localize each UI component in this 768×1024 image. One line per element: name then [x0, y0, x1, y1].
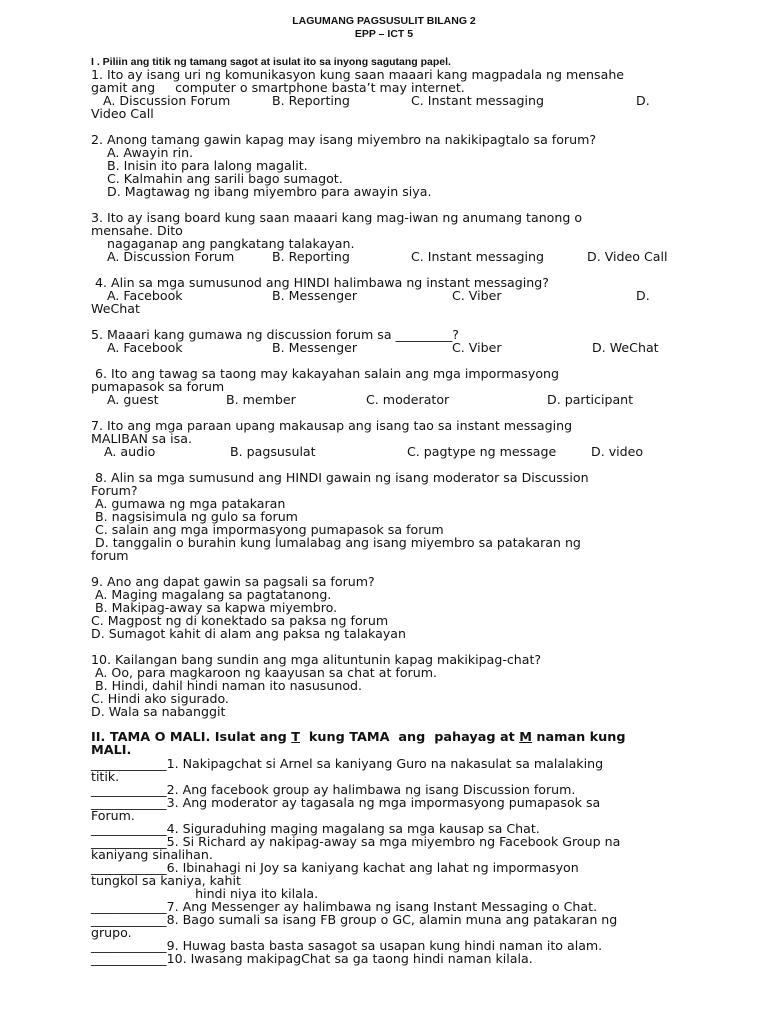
- part2-heading-m: M: [519, 730, 532, 745]
- q5-option-b: B. Messenger: [272, 340, 358, 355]
- q9-text-line1: 9. Ano ang dapat gawin sa pagsali sa forum?: [91, 574, 375, 589]
- q1-text-line1: 1. Ito ay isang uri ng komunikasyon kung saan maaari kang magpadala ng mensahe: [91, 67, 625, 82]
- tf-item-3: ____________3. Ang moderator ay tagasala ng mga impormasyong pumapasok sa: [91, 795, 601, 810]
- tf-item-5: ____________5. Si Richard ay nakipag-away sa mga miyembro ng Facebook Group na: [91, 834, 621, 849]
- tf-item-6: ____________6. Ibinahagi ni Joy sa kaniyang kachat ang lahat ng impormasyon: [91, 860, 579, 875]
- tf-item-8-cont: grupo.: [91, 925, 132, 940]
- q5-option-a: A. Facebook: [107, 340, 183, 355]
- tf-item-6-cont2: hindi niya ito kilala.: [91, 886, 319, 901]
- q5-options: [91, 341, 691, 354]
- q1-options: [91, 94, 691, 107]
- tf-item-6-cont: tungkol sa kaniya, kahit: [91, 873, 241, 888]
- q1-option-a: A. Discussion Forum: [103, 93, 231, 108]
- q4-option-d-cont: WeChat: [91, 301, 140, 316]
- tf-item-1-cont: titik.: [91, 769, 120, 784]
- q5-option-d: D. WeChat: [592, 340, 659, 355]
- q3-option-c: C. Instant messaging: [411, 249, 544, 264]
- q2-text-line1: 2. Anong tamang gawin kapag may isang miyembro na nakikipagtalo sa forum?: [91, 132, 597, 147]
- q5-option-c: C. Viber: [452, 340, 502, 355]
- q1-option-d-cont: Video Call: [91, 106, 154, 121]
- q6-options: [91, 393, 691, 406]
- q9-option-c: C. Magpost ng di konektado sa paksa ng forum: [91, 613, 389, 628]
- tf-item-2: ____________2. Ang facebook group ay halimbawa ng isang Discussion forum.: [91, 782, 576, 797]
- q7-option-c: C. pagtype ng message: [407, 444, 557, 459]
- q9-option-a: A. Maging magalang sa pagtatanong.: [91, 587, 332, 602]
- q3-text-line2: mensahe. Dito: [91, 223, 183, 238]
- tf-item-3-cont: Forum.: [91, 808, 135, 823]
- q9-option-d: D. Sumagot kahit di alam ang paksa ng talakayan: [91, 626, 406, 641]
- q7-option-a: A. audio: [104, 444, 156, 459]
- q6-option-c: C. moderator: [366, 392, 450, 407]
- q8-option-c: C. salain ang mga impormasyong pumapasok sa forum: [91, 522, 444, 537]
- part1-instruction: I . Piliin ang titik ng tamang sagot at isulat ito sa inyong sagutang papel.: [91, 56, 451, 68]
- q10-option-c: C. Hindi ako sigurado.: [91, 691, 229, 706]
- q2-option-d: D. Magtawag ng ibang miyembro para awayin siya.: [107, 184, 432, 199]
- part2-heading-pre: II. TAMA O MALI. Isulat ang: [91, 730, 292, 745]
- q6-text-line1: 6. Ito ang tawag sa taong may kakayahan salain ang mga impormasyong: [91, 366, 560, 381]
- q3-text-line3: nagaganap ang pangkatang talakayan.: [107, 236, 355, 251]
- q8-text-line2: Forum?: [91, 483, 138, 498]
- part2-heading-mid: kung TAMA ang pahayag at: [299, 730, 520, 745]
- tf-item-7: ____________7. Ang Messenger ay halimbawa ng isang Instant Messaging o Chat.: [91, 899, 598, 914]
- q6-text-line2: pumapasok sa forum: [91, 379, 225, 394]
- q10-option-d: D. Wala sa nabanggit: [91, 704, 226, 719]
- q1-option-c: C. Instant messaging: [411, 93, 544, 108]
- q6-option-a: A. guest: [107, 392, 159, 407]
- q4-option-d: D.: [636, 288, 650, 303]
- q8-option-b: B. nagsisimula ng gulo sa forum: [91, 509, 298, 524]
- q2-option-c: C. Kalmahin ang sarili bago sumagot.: [107, 171, 343, 186]
- tf-item-4: ____________4. Siguraduhing maging magalang sa mga kausap sa Chat.: [91, 821, 540, 836]
- q10-text-line1: 10. Kailangan bang sundin ang mga alituntunin kapag makikipag-chat?: [91, 652, 542, 667]
- tf-item-1: ____________1. Nakipagchat si Arnel sa kaniyang Guro na nakasulat sa malalaking: [91, 756, 604, 771]
- q3-option-b: B. Reporting: [272, 249, 350, 264]
- q10-option-a: A. Oo, para magkaroon ng kaayusan sa chat at forum.: [91, 665, 437, 680]
- part2-heading-line2: MALI.: [91, 743, 132, 758]
- q1-option-d: D.: [636, 93, 650, 108]
- tf-item-9: ____________9. Huwag basta basta sasagot sa usapan kung hindi naman ito alam.: [91, 938, 603, 953]
- q4-option-c: C. Viber: [452, 288, 502, 303]
- part2-heading-line1: [91, 731, 626, 744]
- q8-text-line1: 8. Alin sa mga sumusund ang HINDI gawain ng isang moderator sa Discussion: [91, 470, 589, 485]
- q5-text-line1: 5. Maaari kang gumawa ng discussion forum sa _________?: [91, 327, 459, 342]
- q3-option-a: A. Discussion Forum: [107, 249, 235, 264]
- q3-text-line1: 3. Ito ay isang board kung saan maaari kang mag-iwan ng anumang tanong o: [91, 210, 583, 225]
- q4-option-a: A. Facebook: [107, 288, 183, 303]
- part2-heading-post: naman kung: [531, 730, 626, 745]
- tf-item-10: ____________10. Iwasang makipagChat sa ga taong hindi naman kilala.: [91, 951, 533, 966]
- part2-heading-t: T: [291, 730, 300, 745]
- q7-text-line1: 7. Ito ang mga paraan upang makausap ang isang tao sa instant messaging: [91, 418, 573, 433]
- exam-subject: EPP – ICT 5: [354, 28, 414, 40]
- q3-option-d: D. Video Call: [587, 249, 668, 264]
- q1-option-b: B. Reporting: [272, 93, 350, 108]
- q4-text-line1: 4. Alin sa mga sumusunod ang HINDI halimbawa ng instant messaging?: [91, 275, 549, 290]
- exam-title: LAGUMANG PAGSUSULIT BILANG 2: [292, 15, 476, 27]
- q7-text-line2: MALIBAN sa isa.: [91, 431, 192, 446]
- q4-options: [91, 289, 691, 302]
- q4-option-b: B. Messenger: [272, 288, 358, 303]
- q7-option-b: B. pagsusulat: [230, 444, 316, 459]
- q6-option-b: B. member: [226, 392, 296, 407]
- tf-item-5-cont: kaniyang sinalihan.: [91, 847, 213, 862]
- q2-option-a: A. Awayin rin.: [107, 145, 194, 160]
- q6-option-d: D. participant: [547, 392, 634, 407]
- q8-option-a: A. gumawa ng mga patakaran: [91, 496, 286, 511]
- q7-option-d: D. video: [591, 444, 644, 459]
- q2-option-b: B. Inisin ito para lalong magalit.: [107, 158, 308, 173]
- q8-option-d-cont: forum: [91, 548, 129, 563]
- q7-options: [91, 445, 691, 458]
- q1-text-line2: gamit ang computer o smartphone basta’t may internet.: [91, 80, 465, 95]
- tf-item-8: ____________8. Bago sumali sa isang FB group o GC, alamin muna ang patakaran ng: [91, 912, 618, 927]
- q3-options: [91, 250, 691, 263]
- q8-option-d: D. tanggalin o burahin kung lumalabag ang isang miyembro sa patakaran ng: [91, 535, 581, 550]
- q9-option-b: B. Makipag-away sa kapwa miyembro.: [91, 600, 338, 615]
- q10-option-b: B. Hindi, dahil hindi naman ito nasusunod.: [91, 678, 363, 693]
